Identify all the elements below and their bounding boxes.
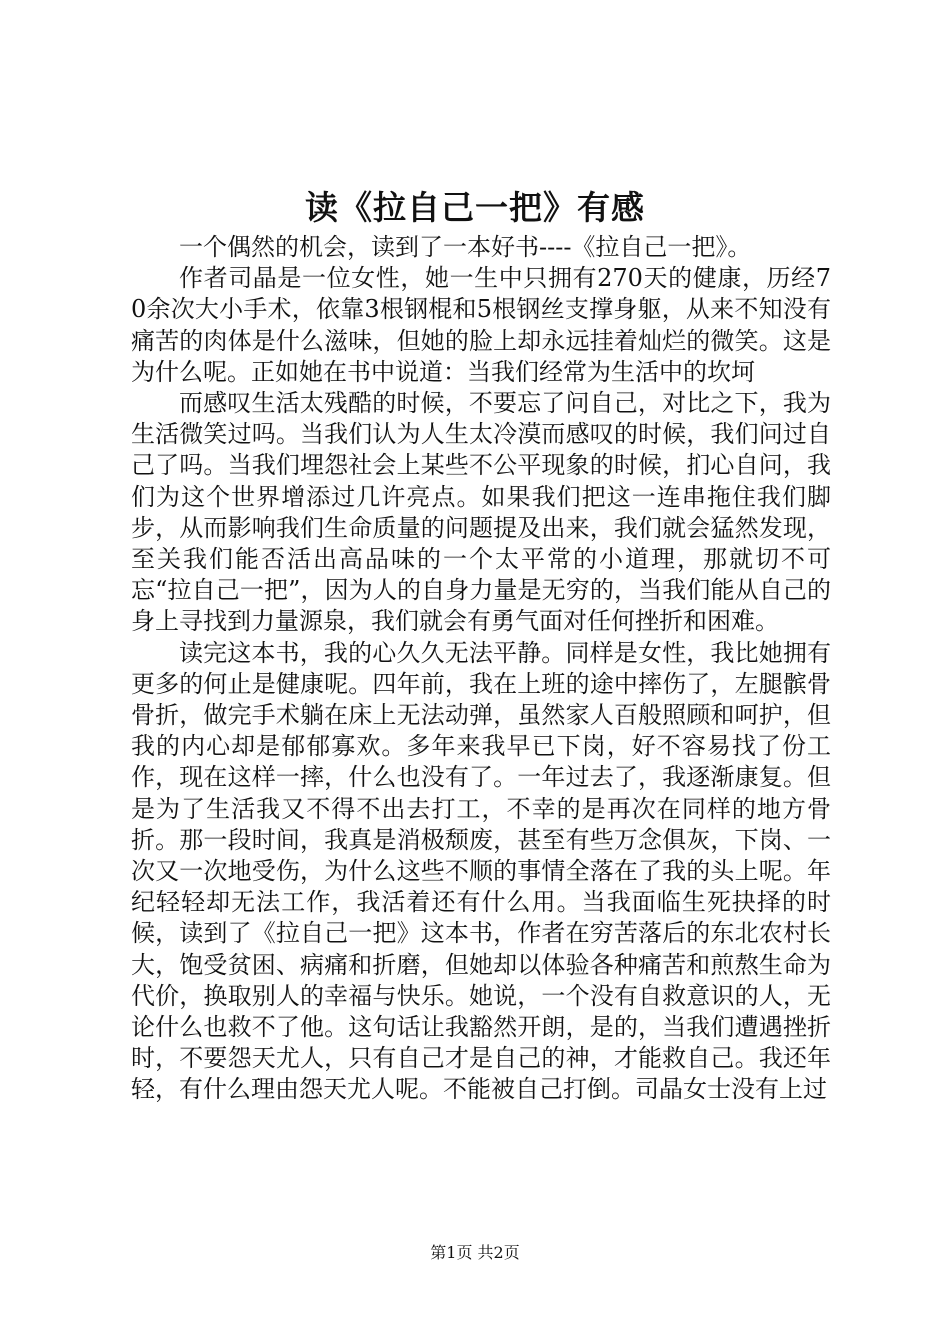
page-footer: 第1页 共2页 [430,1243,520,1262]
document-title: 读《拉自己一把》有感 [305,188,645,227]
paragraph-personal: 读完这本书，我的心久久无法平静。同样是女性，我比她拥有更多的何止是健康呢。四年前，我在上班的途中摔伤了，左腿髌骨骨折，做完手术躺在床上无法动弹，虽然家人百般照顾和呵护，但我的内心却是郁郁寡欢。多年来我早已下岗，好不容易找了份工作，现在这样一摔，什么也没有了。一年过去了，我逐渐康复。但是为了生活我又不得不出去打工，不幸的是再次在同样的地方骨折。那一段时间，我真是消极颓废，甚至有些万念俱灰，下岗、一次又一次地受伤，为什么这些不顺的事情全落在了我的头上呢。年纪轻轻却无法工作，我活着还有什么用。当我面临生死抉择的时候，读到了《拉自己一把》这本书，作者在穷苦落后的东北农村长大，饱受贫困、病痛和折磨，但她却以体验各种痛苦和煎熬生命为代价，换取别人的幸福与快乐。她说，一个没有自救意识的人，无论什么也救不了他。这句话让我豁然开朗，是的，当我们遭遇挫折时，不要怨天尤人，只有自己才是自己的神，才能救自己。我还年轻，有什么理由怨天尤人呢。不能被自己打倒。司晶女士没有上过 [131,638,831,1104]
paragraph-reflection: 而感叹生活太残酷的时候，不要忘了问自己，对比之下，我为生活微笑过吗。当我们认为人生太冷漠而感叹的时候，我们问过自己了吗。当我们埋怨社会上某些不公平现象的时候，扪心自问，我们为这个世界增添过几许亮点。如果我们把这一连串拖住我们脚步，从而影响我们生命质量的问题提及出来，我们就会猛然发现，至关我们能否活出高品味的一个太平常的小道理，那就切不可忘“拉自己一把”，因为人的自身力量是无穷的，当我们能从自己的身上寻找到力量源泉，我们就会有勇气面对任何挫折和困难。 [131,389,831,636]
document-body [131,232,831,1106]
paragraph-intro: 一个偶然的机会，读到了一本好书----《拉自己一把》。 [179,233,752,261]
paragraph-author: 作者司晶是一位女性，她一生中只拥有270天的健康，历经70余次大小手术，依靠3根钢棍和5根钢丝支撑身躯，从来不知没有痛苦的肉体是什么滋味，但她的脸上却永远挂着灿烂的微笑。这是为什么呢。正如她在书中说道：当我们经常为生活中的坎坷 [131,264,831,386]
